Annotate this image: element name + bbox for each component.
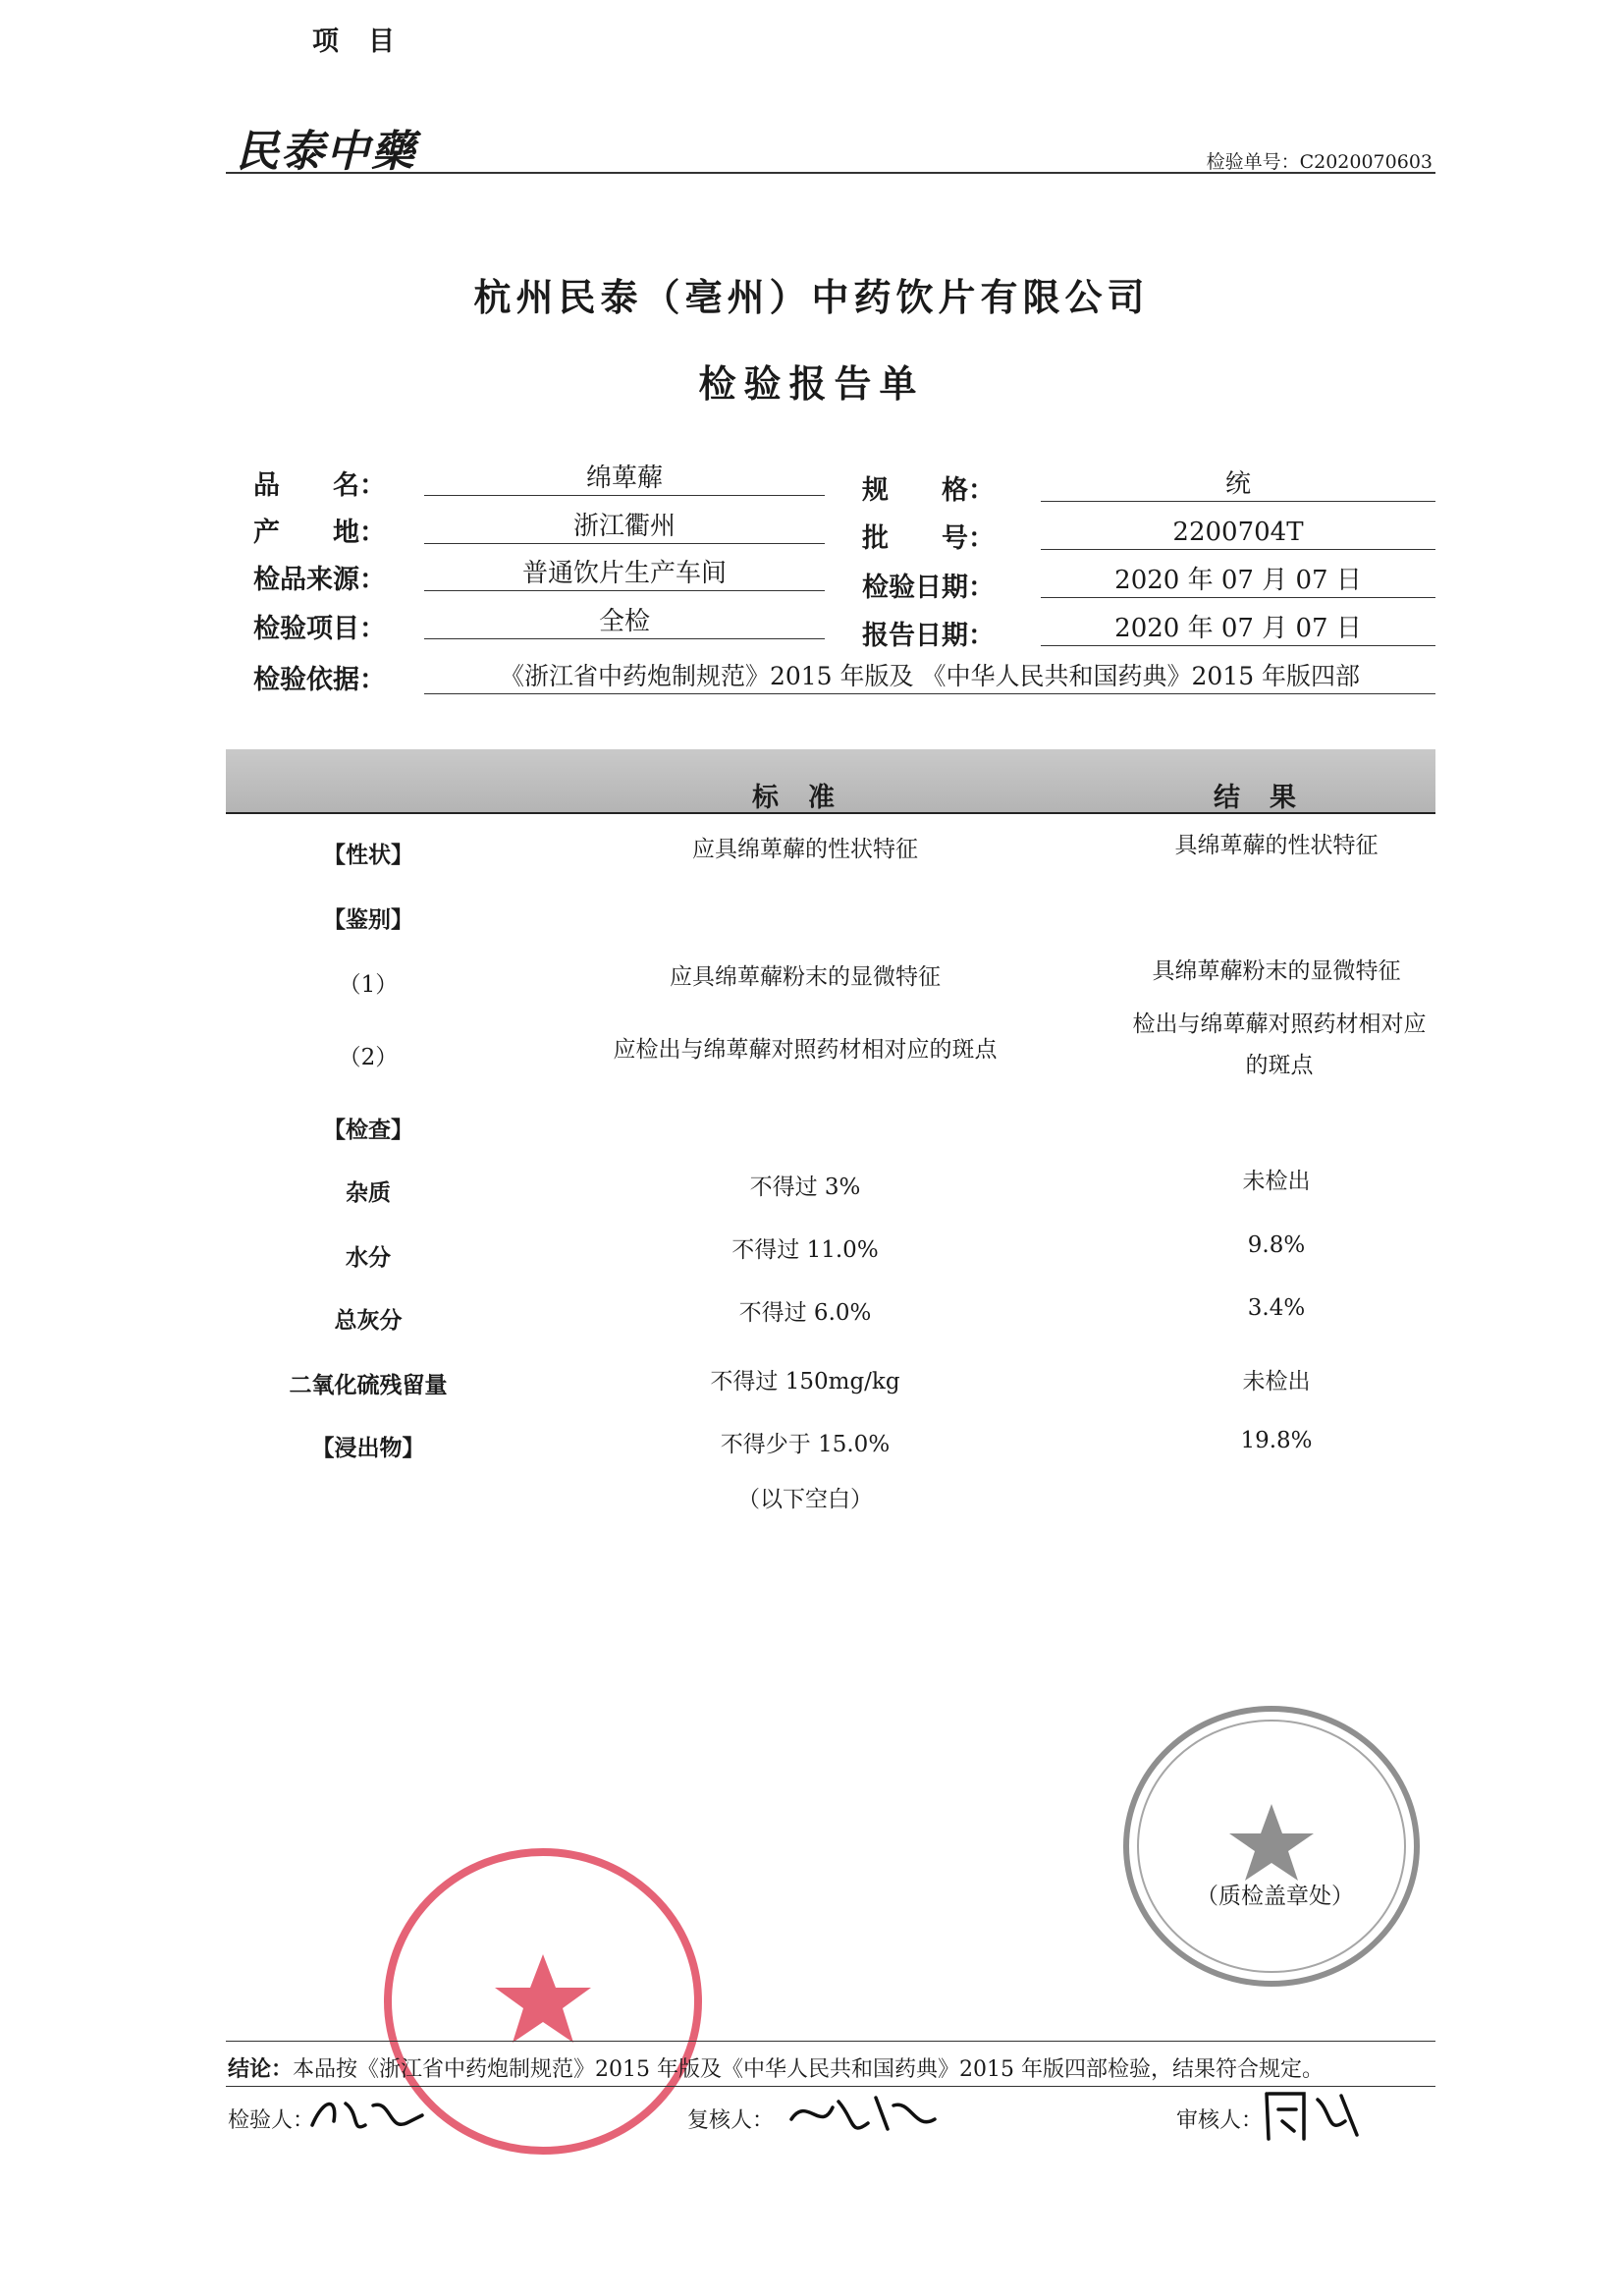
row-item: （1） — [338, 972, 399, 998]
blank-note: （以下空白） — [737, 1487, 873, 1512]
conclusion-divider — [226, 2041, 1435, 2042]
row-item: 水分 — [346, 1244, 391, 1271]
reviewer-signature-icon — [785, 2080, 943, 2149]
inspect-date-label: 检验日期： — [862, 573, 995, 603]
basis-label: 检验依据： — [253, 665, 386, 695]
batch-value: 2200704T — [1041, 516, 1435, 550]
header-divider — [226, 172, 1435, 174]
doc-number: 检验单号：C2020070603 — [1206, 151, 1433, 173]
row-result: 9.8% — [1247, 1232, 1306, 1258]
row-standard: 不得过 3% — [749, 1175, 861, 1200]
row-item: 【性状】 — [323, 842, 413, 868]
qc-stamp-note: （质检盖章处） — [1196, 1884, 1354, 1909]
row-item: 【浸出物】 — [311, 1435, 425, 1461]
item-value: 全检 — [424, 605, 825, 639]
product-value: 绵萆薢 — [424, 462, 825, 496]
row-result: 未检出 — [1242, 1169, 1311, 1194]
product-label: 品 名： — [253, 470, 386, 501]
inspector-signature-icon — [304, 2086, 432, 2145]
origin-label: 产 地： — [253, 518, 386, 548]
row-item: 【检查】 — [323, 1117, 413, 1143]
source-value: 普通饮片生产车间 — [424, 557, 825, 591]
col-standard-header: 标准 — [752, 783, 864, 813]
report-date-value: 2020 年 07 月 07 日 — [1041, 612, 1435, 646]
row-result: 具绵萆薢的性状特征 — [1174, 833, 1379, 858]
row-item: 总灰分 — [334, 1307, 403, 1334]
row-standard: 应具绵萆薢粉末的显微特征 — [670, 964, 941, 990]
page-title: 检验报告单 — [698, 361, 925, 406]
col-result-header: 结果 — [1214, 783, 1325, 813]
company-name: 杭州民泰（亳州）中药饮片有限公司 — [473, 275, 1150, 319]
batch-label: 批 号： — [862, 523, 995, 554]
item-label: 检验项目： — [253, 614, 386, 644]
qc-stamp-icon — [1119, 1704, 1424, 1989]
row-standard: 应检出与绵萆薢对照药材相对应的斑点 — [613, 1037, 998, 1063]
company-logo: 民泰中藥 — [236, 127, 416, 177]
row-standard: 不得过 11.0% — [731, 1237, 879, 1263]
row-standard: 不得过 150mg/kg — [710, 1369, 900, 1394]
spec-label: 规 格： — [862, 475, 995, 506]
conclusion-label: 结论： — [228, 2056, 294, 2082]
conclusion — [228, 2052, 1324, 2083]
row-item: 杂质 — [346, 1179, 391, 1206]
row-result: 19.8% — [1240, 1428, 1313, 1453]
row-standard: 不得过 6.0% — [738, 1300, 872, 1326]
report-date-label: 报告日期： — [862, 621, 995, 651]
approver-label: 审核人： — [1176, 2108, 1264, 2133]
reviewer-label: 复核人： — [687, 2108, 775, 2133]
source-label: 检品来源： — [253, 565, 386, 595]
approver-signature-icon — [1259, 2082, 1367, 2147]
spec-value: 统 — [1041, 467, 1435, 502]
row-result: 具绵萆薢粉末的显微特征 — [1152, 958, 1401, 984]
row-item: （2） — [338, 1045, 399, 1070]
row-item: 【鉴别】 — [323, 906, 413, 933]
origin-value: 浙江衢州 — [424, 510, 825, 544]
row-result: 3.4% — [1247, 1295, 1306, 1321]
row-item: 二氧化硫残留量 — [289, 1372, 448, 1398]
row-result: 未检出 — [1242, 1369, 1311, 1394]
row-standard: 不得少于 15.0% — [720, 1432, 891, 1457]
row-standard: 应具绵萆薢的性状特征 — [692, 837, 918, 862]
inspect-date-value: 2020 年 07 月 07 日 — [1041, 564, 1435, 598]
conclusion-text: 本品按《浙江省中药炮制规范》2015 年版及《中华人民共和国药典》2015 年版四部检验，结果符合规定。 — [293, 2057, 1324, 2082]
row-result: 检出与绵萆薢对照药材相对应的斑点 — [1132, 1011, 1427, 1078]
inspector-label: 检验人： — [228, 2108, 315, 2133]
col-item-header: 项目 — [312, 27, 424, 57]
basis-value: 《浙江省中药炮制规范》2015 年版及 《中华人民共和国药典》2015 年版四部 — [424, 660, 1435, 694]
